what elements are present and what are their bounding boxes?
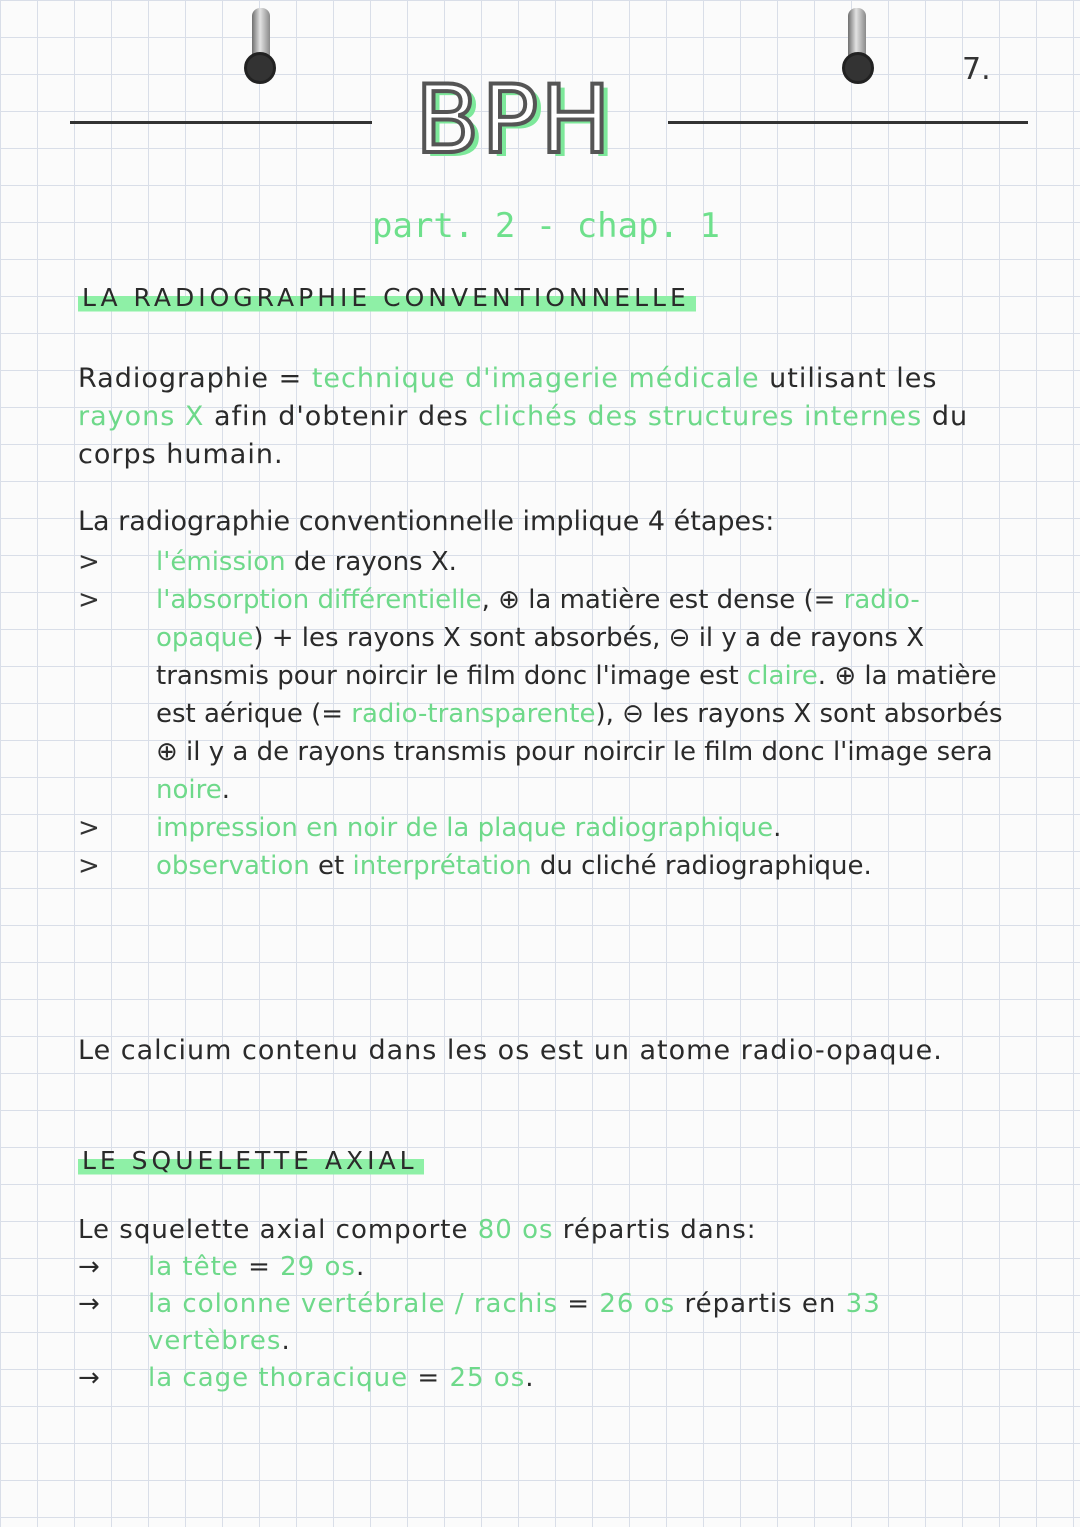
arrow-icon: >: [78, 813, 100, 843]
item-count: 26 os: [599, 1289, 676, 1319]
arrow-icon: →: [78, 1252, 101, 1282]
arrow-icon: >: [78, 547, 100, 577]
step-text: [156, 581, 1016, 809]
step-keyword-4: radio-transparente: [351, 699, 596, 729]
heading-highlight: LA RADIOGRAPHIE CONVENTIONNELLE: [78, 283, 696, 314]
item-label: la tête: [148, 1252, 239, 1282]
definition-text-3: du corps humain.: [78, 401, 969, 470]
item-text: [148, 1249, 365, 1286]
list-item: [78, 1249, 1038, 1286]
vertebra-count: 33: [845, 1289, 881, 1319]
definition-paragraph: [78, 360, 1038, 474]
step-rest-2: du cliché radiographique.: [531, 851, 872, 881]
intro-text-2: répartis dans:: [553, 1215, 757, 1245]
step-keyword: l'absorption différentielle: [156, 585, 482, 615]
steps-block: [78, 503, 1058, 885]
bone-count: 80 os: [477, 1215, 554, 1245]
item-label: la colonne vertébrale / rachis: [148, 1289, 559, 1319]
item-end: .: [525, 1363, 535, 1393]
calcium-note: Le calcium contenu dans les os est un atome radio-opaque.: [78, 1035, 943, 1066]
step-rest-4: ), ⊖ les rayons X sont absorbés ⊕ il y a de rayons transmis pour noircir le film donc l'image sera: [156, 699, 1003, 767]
list-item: [78, 847, 1058, 885]
chapter-subtitle: part. 2 - chap. 1: [372, 206, 720, 246]
list-item: [78, 809, 1058, 847]
step-rest-2: ) + les rayons X sont absorbés, ⊖ il y a de rayons X transmis pour noircir le film donc l'image est: [156, 623, 925, 691]
step-rest: .: [773, 813, 782, 843]
title-rule-right: [668, 121, 1028, 124]
step-rest: et: [309, 851, 353, 881]
binder-hole-left: [244, 52, 276, 84]
step-rest: de rayons X.: [285, 547, 457, 577]
definition-text-green-2: rayons X: [78, 401, 205, 432]
item-end: .: [355, 1252, 366, 1282]
arrow-icon: >: [78, 585, 100, 615]
step-text: [156, 809, 1016, 847]
equals-sign: =: [238, 1252, 281, 1282]
item-text: [148, 1286, 1008, 1360]
list-item: [78, 1360, 1038, 1397]
title-rule-left: [70, 121, 372, 124]
item-text: [148, 1360, 535, 1397]
section-heading-radiographie: [78, 283, 696, 312]
list-item: [78, 581, 1058, 809]
item-count: 29 os: [280, 1252, 356, 1282]
item-end: .: [281, 1326, 291, 1356]
binder-hole-right: [842, 52, 874, 84]
step-text: [156, 543, 1016, 581]
equals-sign: =: [408, 1363, 450, 1393]
equals-sign: =: [558, 1289, 600, 1319]
arrow-icon: →: [78, 1289, 101, 1319]
step-rest-5: .: [221, 775, 230, 805]
vertebra-label: vertèbres: [148, 1326, 282, 1356]
intro-text: Le squelette axial comporte: [78, 1215, 478, 1245]
heading-highlight: LE SQUELETTE AXIAL: [78, 1146, 424, 1177]
step-rest-3: . ⊕ la matière est aérique (=: [156, 661, 997, 729]
step-keyword-2: radio-opaque: [156, 585, 920, 653]
list-item: [78, 1286, 1038, 1360]
definition-text-green-3: clichés des structures internes: [478, 401, 923, 432]
step-rest: , ⊕ la matière est dense (=: [481, 585, 844, 615]
page-title: BPH: [415, 66, 613, 175]
list-item: [78, 543, 1058, 581]
item-count: 25 os: [449, 1363, 526, 1393]
steps-intro: La radiographie conventionnelle implique 4 étapes:: [78, 506, 775, 537]
skeleton-intro: [78, 1212, 1038, 1249]
definition-text-1: utilisant les: [759, 363, 938, 394]
definition-text-green-1: technique d'imagerie médicale: [311, 363, 760, 394]
step-keyword-3: claire: [747, 661, 818, 691]
step-keyword-2: interprétation: [352, 851, 532, 881]
equals-sign: =: [269, 363, 312, 394]
item-mid: répartis en: [675, 1289, 846, 1319]
step-keyword: observation: [156, 851, 310, 881]
arrow-icon: >: [78, 851, 100, 881]
definition-text-2: afin d'obtenir des: [204, 401, 479, 432]
item-label: la cage thoracique: [148, 1363, 409, 1393]
page-number: 7.: [962, 52, 991, 87]
skeleton-list: [78, 1212, 1038, 1397]
step-keyword: impression en noir de la plaque radiographique: [156, 813, 774, 843]
definition-term: Radiographie: [78, 363, 270, 394]
step-keyword-5: noire: [156, 775, 222, 805]
step-keyword: l'émission: [156, 547, 286, 577]
section-heading-squelette: [78, 1146, 424, 1175]
step-text: [156, 847, 1016, 885]
arrow-icon: →: [78, 1363, 101, 1393]
